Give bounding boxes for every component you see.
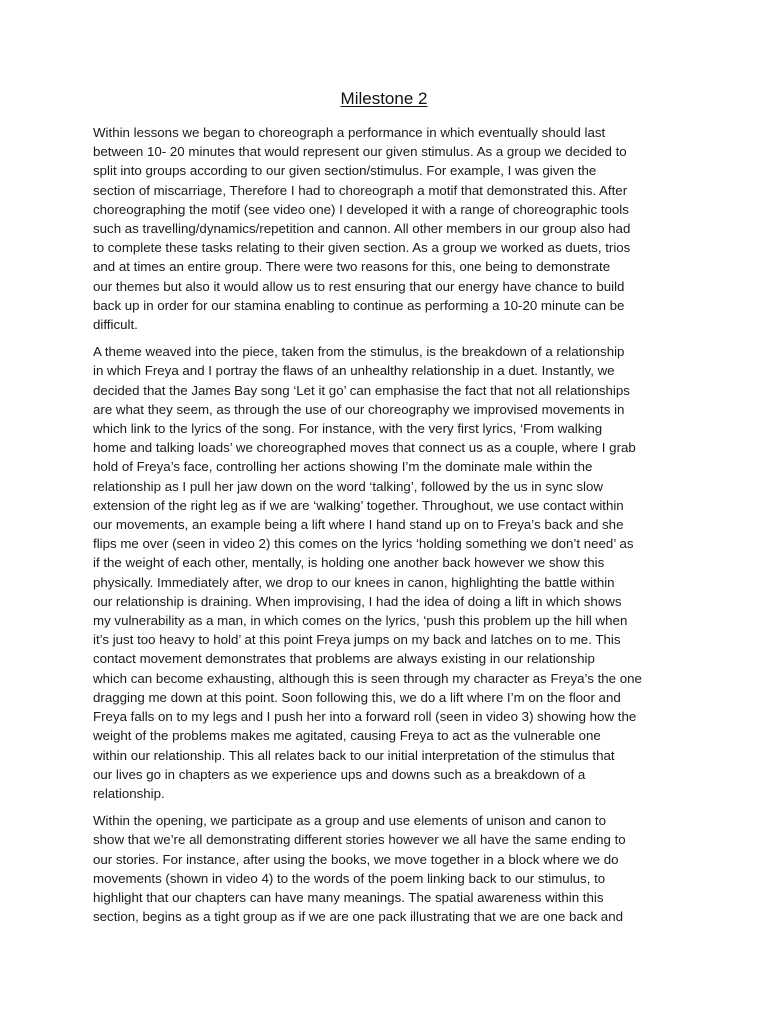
text-line: if the weight of each other, mentally, is holding one another back however we show this	[93, 555, 605, 571]
text-line: difficult.	[93, 317, 138, 333]
text-line: show that we’re all demonstrating different stories however we all have the same ending to	[93, 832, 626, 848]
text-line: Freya falls on to my legs and I push her into a forward roll (seen in video 3) showing how the	[93, 709, 637, 725]
text-line: movements (shown in video 4) to the words of the poem linking back to our stimulus, to	[93, 870, 606, 886]
paragraph-3	[93, 811, 675, 926]
text-line: decided that the James Bay song ‘Let it go’ can emphasise the fact that not all relationships	[93, 382, 630, 398]
paragraph-2	[93, 342, 675, 803]
text-line: our themes but also it would allow us to rest ensuring that our energy have chance to build	[93, 278, 625, 294]
text-line: choreographing the motif (see video one) I developed it with a range of choreographic tools	[93, 201, 629, 217]
text-line: such as travelling/dynamics/repetition and cannon. All other members in our group also had	[93, 221, 631, 237]
text-line: are what they seem, as through the use of our choreography we improvised movements in	[93, 401, 625, 417]
text-line: highlight that our chapters can have many meanings. The spatial awareness within this	[93, 889, 604, 905]
text-line: section of miscarriage, Therefore I had to choreograph a motif that demonstrated this. After	[93, 182, 628, 198]
text-line: which can become exhausting, although this is seen through my character as Freya’s the one	[93, 670, 642, 686]
text-line: flips me over (seen in video 2) this comes on the lyrics ‘holding something we don’t need’ as	[93, 536, 634, 552]
text-line: A theme weaved into the piece, taken from the stimulus, is the breakdown of a relationship	[93, 344, 625, 360]
text-line: which link to the lyrics of the song. For instance, with the very first lyrics, ‘From walking	[93, 421, 603, 437]
text-line: relationship.	[93, 785, 165, 801]
text-line: weight of the problems makes me agitated, causing Freya to act as the vulnerable one	[93, 728, 601, 744]
text-line: section, begins as a tight group as if we are one pack illustrating that we are one back and	[93, 909, 623, 925]
text-line: back up in order for our stamina enabling to continue as performing a 10-20 minute can be	[93, 297, 625, 313]
text-line: contact movement demonstrates that problems are always existing in our relationship	[93, 651, 595, 667]
text-line: in which Freya and I portray the flaws of an unhealthy relationship in a duet. Instantly, we	[93, 363, 615, 379]
text-line: to complete these tasks relating to their given section. As a group we worked as duets, trios	[93, 240, 631, 256]
text-line: physically. Immediately after, we drop to our knees in canon, highlighting the battle within	[93, 574, 615, 590]
text-line: dragging me down at this point. Soon following this, we do a lift where I’m on the floor and	[93, 689, 621, 705]
text-line: relationship as I pull her jaw down on the word ‘talking’, followed by the us in sync slow	[93, 478, 603, 494]
text-line: my vulnerability as a man, in which comes on the lyrics, ‘push this problem up the hill when	[93, 613, 628, 629]
text-line: split into groups according to our given section/stimulus. For example, I was given the	[93, 163, 597, 179]
text-line: home and talking loads’ we choreographed moves that connect us as a couple, where I grab	[93, 440, 636, 456]
text-line: Within the opening, we participate as a group and use elements of unison and canon to	[93, 813, 607, 829]
paragraph-1	[93, 123, 675, 334]
text-line: our movements, an example being a lift where I hand stand up on to Freya’s back and she	[93, 517, 624, 533]
text-line: our lives go in chapters as we experience ups and downs such as a breakdown of a	[93, 766, 586, 782]
text-line: hold of Freya’s face, controlling her actions showing I’m the dominate male within the	[93, 459, 593, 475]
page-title: Milestone 2	[340, 89, 428, 108]
text-line: it’s just too heavy to hold’ at this point Freya jumps on my back and latches on to me. This	[93, 632, 621, 648]
text-line: our stories. For instance, after using the books, we move together in a block where we do	[93, 851, 619, 867]
text-line: and at times an entire group. There were two reasons for this, one being to demonstrate	[93, 259, 611, 275]
text-line: our relationship is draining. When improvising, I had the idea of doing a lift in which shows	[93, 593, 622, 609]
text-line: extension of the right leg as if we are ‘walking’ together. Throughout, we use contact within	[93, 497, 624, 513]
text-line: between 10- 20 minutes that would represent our given stimulus. As a group we decided to	[93, 144, 627, 160]
text-line: Within lessons we began to choreograph a performance in which eventually should last	[93, 125, 606, 140]
document-body	[93, 123, 675, 934]
text-line: within our relationship. This all relates back to our initial interpretation of the stimulus that	[93, 747, 615, 763]
